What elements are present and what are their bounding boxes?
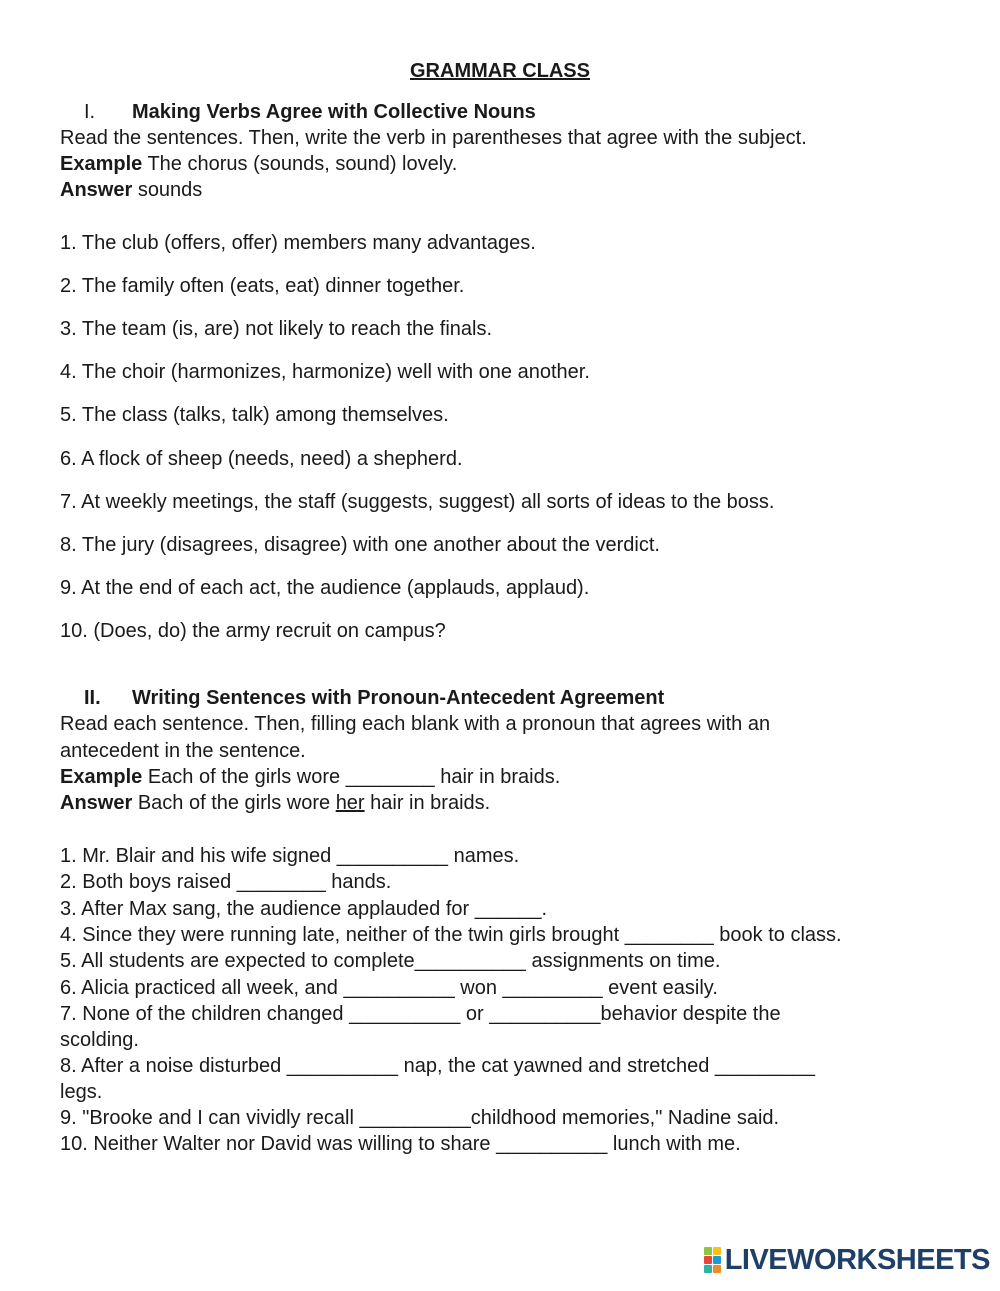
logo-text: LIVEWORKSHEETS — [724, 1243, 990, 1276]
list-item: 5. All students are expected to complete__________ assignments on time. — [60, 950, 721, 972]
section1-heading-text: Making Verbs Agree with Collective Nouns — [132, 101, 536, 123]
list-item: 10. Neither Walter nor David was willing to share __________ lunch with me. — [60, 1133, 741, 1155]
list-item: legs. — [60, 1081, 103, 1103]
list-item: scolding. — [60, 1029, 139, 1051]
list-item: 3. The team (is, are) not likely to reach the finals. — [60, 318, 493, 340]
example-label: Example — [60, 153, 143, 175]
section1-numeral: I. — [84, 101, 96, 123]
page-title: GRAMMAR CLASS — [410, 60, 590, 82]
example-text: Each of the girls wore ________ hair in braids. — [147, 766, 561, 788]
list-item: 2. Both boys raised ________ hands. — [60, 871, 392, 893]
list-item: 8. The jury (disagrees, disagree) with one another about the verdict. — [60, 534, 660, 556]
section2-answer — [60, 792, 490, 815]
section1-answer — [60, 179, 202, 202]
answer-underlined-pronoun: her — [335, 792, 365, 814]
logo-blocks-icon — [704, 1247, 721, 1273]
section2-heading — [60, 687, 664, 710]
list-item: 1. The club (offers, offer) members many advantages. — [60, 232, 536, 254]
list-item: 9. At the end of each act, the audience (applauds, applaud). — [60, 577, 590, 599]
example-label: Example — [60, 766, 143, 788]
list-item: 6. Alicia practiced all week, and __________ won _________ event easily. — [60, 977, 718, 999]
section1-instructions: Read the sentences. Then, write the verb in parentheses that agree with the subject. — [60, 127, 807, 149]
list-item: 7. At weekly meetings, the staff (suggests, suggest) all sorts of ideas to the boss. — [60, 491, 775, 513]
answer-label: Answer — [60, 792, 133, 814]
list-item: 5. The class (talks, talk) among themselves. — [60, 404, 449, 426]
list-item: 7. None of the children changed __________ or __________behavior despite the — [60, 1003, 781, 1025]
list-item: 6. A flock of sheep (needs, need) a shepherd. — [60, 448, 463, 470]
list-item: 9. "Brooke and I can vividly recall __________childhood memories," Nadine said. — [60, 1107, 780, 1129]
list-item: 2. The family often (eats, eat) dinner together. — [60, 275, 465, 297]
list-item: 1. Mr. Blair and his wife signed __________ names. — [60, 845, 520, 867]
answer-text-after: hair in braids. — [364, 792, 491, 814]
list-item: 4. Since they were running late, neither of the twin girls brought ________ book to class. — [60, 924, 842, 946]
section2-heading-text: Writing Sentences with Pronoun-Antecedent Agreement — [132, 687, 665, 709]
section1-heading — [60, 101, 536, 124]
answer-label: Answer — [60, 179, 133, 201]
list-item: 10. (Does, do) the army recruit on campus? — [60, 620, 446, 642]
section2-example — [60, 766, 560, 789]
list-item: 8. After a noise disturbed __________ nap, the cat yawned and stretched _________ — [60, 1055, 816, 1077]
answer-text-before: Bach of the girls wore — [137, 792, 336, 814]
section2-numeral: II. — [84, 687, 101, 709]
section2-instructions-line2: antecedent in the sentence. — [60, 740, 306, 762]
section1-example — [60, 153, 457, 176]
example-text: The chorus (sounds, sound) lovely. — [147, 153, 458, 175]
section2-instructions-line1: Read each sentence. Then, filling each blank with a pronoun that agrees with an — [60, 713, 771, 735]
answer-text: sounds — [137, 179, 203, 201]
liveworksheets-logo — [704, 1245, 990, 1275]
list-item: 3. After Max sang, the audience applauded for ______. — [60, 898, 548, 920]
list-item: 4. The choir (harmonizes, harmonize) well with one another. — [60, 361, 590, 383]
